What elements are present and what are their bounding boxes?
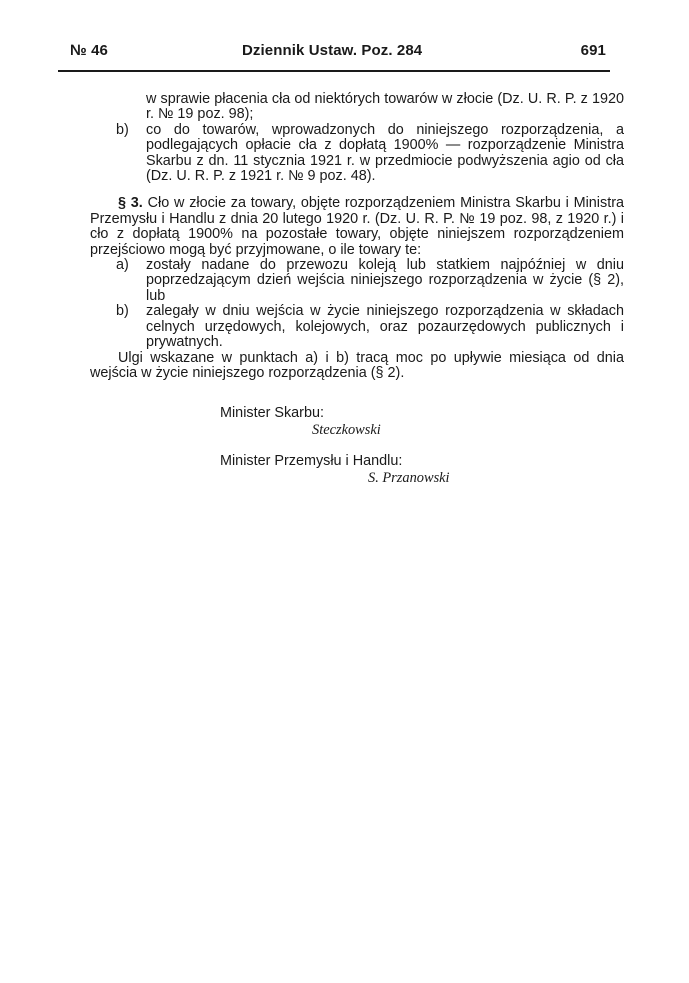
section-3-paragraph (90, 196, 624, 258)
list-marker: b) (116, 121, 129, 138)
signatory-title: Minister Przemysłu i Handlu: (220, 453, 403, 469)
list-item-b (90, 304, 624, 350)
list-item-text: zalegały w dniu wejścia w życie niniejszego rozporządzenia w składach celnych urzędowych, kolejowych, oraz pozaurzędowych publicznych i prywatnych. (146, 303, 624, 351)
list-item-text: co do towarów, wprowadzonych do niniejszego rozporządzenia, a podlegających opłacie cła z dopłatą 1900% — rozporządzenie Ministra Skarbu z dn. 11 stycznia 1921 r. w przedmiocie podwyższenia agio od cła (Dz. U. R. P. z 1921 r. № 9 poz. 48). (146, 121, 624, 185)
signatory-name: S. Przanowski (368, 470, 450, 486)
signatory-name: Steczkowski (312, 422, 381, 438)
page-header (58, 40, 610, 72)
list-item-a (90, 258, 624, 304)
list-marker: a) (116, 257, 129, 274)
list-item-text: zostały nadane do przewozu koleją lub statkiem najpóźniej w dniu poprzedzającym dzień wejścia niniejszego rozporządzenia w życie (§ 2), lub (146, 257, 624, 304)
document-body (90, 92, 624, 381)
list-item-b-top (90, 123, 624, 185)
section-number: § 3. (118, 195, 143, 212)
list-marker: b) (116, 303, 129, 320)
issue-number: № 46 (70, 42, 108, 59)
page-number: 691 (580, 42, 606, 59)
journal-title: Dziennik Ustaw. Poz. 284 (242, 42, 423, 59)
section-3-text: Cło w złocie za towary, objęte rozporządzeniem Ministra Skarbu i Ministra Przemysłu i Handlu z dnia 20 lutego 1920 r. (Dz. U. R. P. № 19 poz. 98, z 1920 r.) i cło z dopłatą 1900% na pozostałe towary, objęte niniejszem rozporządzeniem przejściowo mogą być przyjmowane, o ile towary te: (90, 195, 624, 258)
continuation-paragraph: w sprawie płacenia cła od niektórych towarów w złocie (Dz. U. R. P. z 1920 r. № 19 poz. 98); (146, 91, 624, 123)
signature-block (220, 405, 580, 487)
closing-paragraph: Ulgi wskazane w punktach a) i b) tracą moc po upływie miesiąca od dnia wejścia w życie niniejszego rozporządzenia (§ 2). (90, 349, 624, 381)
signatory-title: Minister Skarbu: (220, 405, 324, 421)
